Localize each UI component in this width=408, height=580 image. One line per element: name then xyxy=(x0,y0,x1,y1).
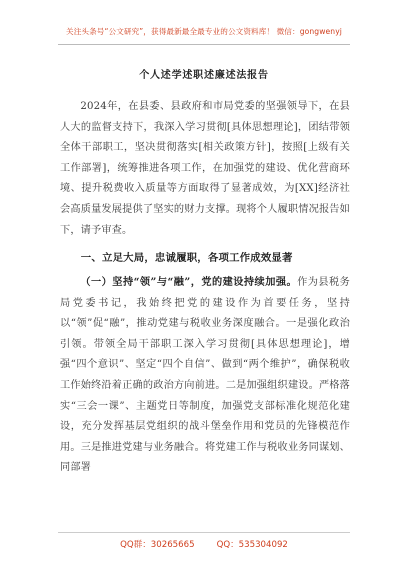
document-title: 个人述学述职述廉述法报告 xyxy=(139,70,269,81)
subsection-heading: （一）坚持“领”与“融”，党的建设持续加强。 xyxy=(80,276,298,288)
footer-divider xyxy=(58,532,350,533)
footer-qq-number: QQ：535304092 xyxy=(216,540,288,550)
footer-qq-group: QQ群：30265665 xyxy=(120,540,195,550)
subsection-paragraph xyxy=(60,272,350,479)
header-divider xyxy=(58,44,350,45)
subsection-body: 作为县税务局党委书记，我始终把党的建设作为首要任务，坚持以“领”促“融”，推动党建与税收业务深度融合。一是强化政治引领。带领全局干部职工深入学习贯彻[具体思想理论]，增强“四个意识”、坚定“四个自信”、做到“两个维护”，确保税收工作始终沿着正确的政治方向前进。二是加强组织建设。严格落实“三会一课”、主题党日等制度，加强党支部标准化规范化建设，充分发挥基层党组织的战斗堡垒作用和党员的先锋模范作用。三是推进党建与业务融合。将党建工作与税收业务同谋划、同部署 xyxy=(60,277,350,474)
header-banner: 关注头条号“公文研究”，获得最新最全最专业的公文资料库！ 微信：gongwenyj xyxy=(66,27,342,36)
footer-contact xyxy=(0,538,408,550)
section-heading: 一、立足大局，忠诚履职，各项工作成效显著 xyxy=(80,252,293,264)
intro-paragraph: 2024年，在县委、县政府和市局党委的坚强领导下，在县人大的监督支持下，我深入学习贯彻[具体思想理论]，团结带领全体干部职工，坚决贯彻落实[相关政策方针]，按照[上级有关工作部署]，统筹推进各项工作，在加强党的建设、优化营商环境、提升税费收入质量等方面取得了显著成效，为[XX]经济社会高质量发展提供了坚实的财力支撑。现将个人履职情况报告如下，请予审查。 xyxy=(60,101,350,236)
